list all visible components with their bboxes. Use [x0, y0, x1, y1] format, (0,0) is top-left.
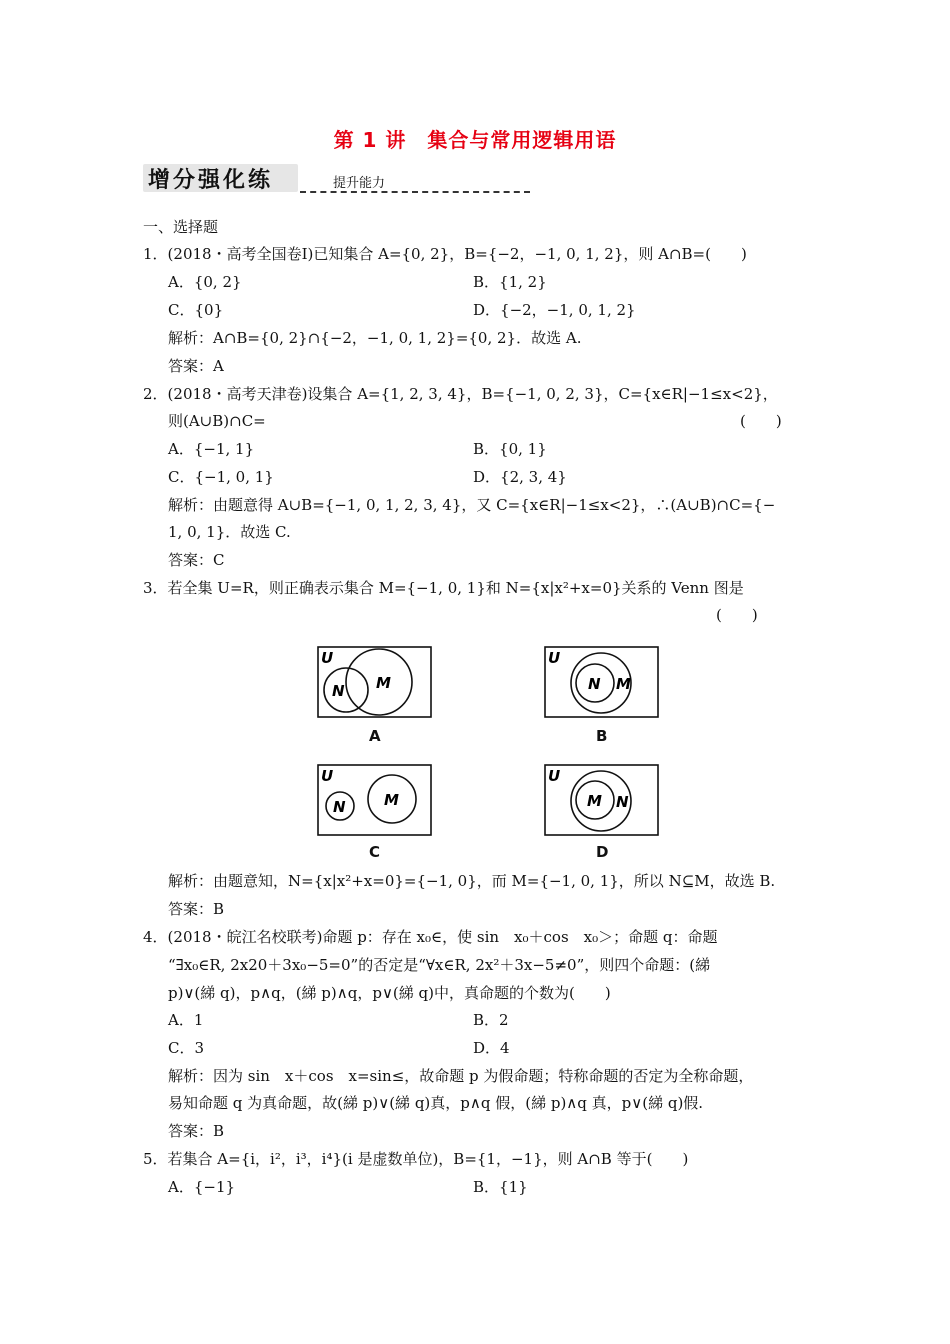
venn-diagram-b — [543, 645, 661, 720]
venn-b-label-n: N — [588, 675, 601, 693]
q2-option-d: D．{2, 3, 4} — [473, 468, 567, 486]
venn-b-label-m: M — [616, 675, 631, 693]
q1-option-b: B．{1, 2} — [473, 273, 547, 291]
venn-a-caption: A — [369, 727, 381, 745]
q3-answer: 答案：B — [168, 900, 225, 918]
banner-divider — [300, 191, 530, 193]
q2-analysis-line1: 解析：由题意得 A∪B={−1, 0, 1, 2, 3, 4}，又 C={x∈R|−1≤x<2}，∴(A∪B)∩C={− — [168, 496, 776, 514]
venn-d-label-m: M — [587, 792, 602, 810]
venn-b-universe-rect — [545, 647, 658, 717]
q2-answer-paren: ( ) — [740, 412, 782, 430]
q5-option-b: B．{1} — [473, 1178, 528, 1196]
q4-option-c: C．3 — [168, 1039, 205, 1057]
page-title: 第 1 讲 集合与常用逻辑用语 — [333, 128, 617, 152]
q4-analysis-line1: 解析：因为 sin x＋cos x=sin≤，故命题 p 为假命题；特称命题的否定为全称命题， — [168, 1067, 754, 1085]
q5-stem: 5．若集合 A={i，i²，i³，i⁴}(i 是虚数单位)，B={1，−1}，则 A∩B 等于( ) — [143, 1150, 689, 1168]
venn-a-label-m: M — [376, 674, 391, 692]
q2-answer: 答案：C — [168, 551, 225, 569]
venn-diagram-d — [543, 763, 661, 838]
venn-c-label-n: N — [333, 798, 346, 816]
q4-stem-line3: p)∨(綈 q)，p∧q，(綈 p)∧q，p∨(綈 q)中，真命题的个数为( ) — [168, 984, 611, 1002]
q2-option-c: C．{−1, 0, 1} — [168, 468, 274, 486]
q4-option-a: A．1 — [168, 1011, 204, 1029]
q2-option-a: A．{−1, 1} — [168, 440, 255, 458]
venn-b-label-u: U — [548, 649, 561, 667]
q2-stem-line1: 2．(2018・高考天津卷)设集合 A={1, 2, 3, 4}，B={−1, 0, 2, 3}，C={x∈R|−1≤x<2}， — [143, 385, 778, 403]
q2-option-b: B．{0, 1} — [473, 440, 547, 458]
venn-c-label-u: U — [321, 767, 334, 785]
banner-label: 增分强化练 — [148, 168, 274, 193]
venn-c-caption: C — [369, 843, 381, 861]
q4-option-b: B．2 — [473, 1011, 509, 1029]
venn-d-caption: D — [596, 843, 609, 861]
q4-stem-line1: 4．(2018・皖江名校联考)命题 p：存在 x₀∈，使 sin x₀＋cos x₀＞；命题 q：命题 — [143, 928, 718, 946]
q3-stem: 3．若全集 U=R，则正确表示集合 M={−1, 0, 1}和 N={x|x²+x=0}关系的 Venn 图是 — [143, 579, 744, 597]
venn-a-circle-n — [324, 668, 368, 712]
q1-answer: 答案：A — [168, 357, 224, 375]
q1-option-a: A．{0, 2} — [168, 273, 242, 291]
venn-diagram-a — [316, 645, 434, 720]
q1-analysis: 解析：A∩B={0, 2}∩{−2，−1, 0, 1, 2}={0, 2}．故选 A. — [168, 329, 582, 347]
venn-d-label-n: N — [616, 793, 629, 811]
venn-a-label-u: U — [321, 649, 334, 667]
q1-option-c: C．{0} — [168, 301, 224, 319]
banner-sub: 提升能力 — [333, 176, 386, 191]
venn-diagram-c — [316, 763, 434, 838]
q4-stem-line2: “∃x₀∈R, 2x20＋3x₀−5=0”的否定是“∀x∈R, 2x²＋3x−5≠0”，则四个命题：(綈 — [168, 956, 711, 974]
q4-analysis-line2: 易知命题 q 为真命题，故(綈 p)∨(綈 q)真，p∧q 假，(綈 p)∧q 真，p∨(綈 q)假. — [168, 1094, 704, 1112]
q4-option-d: D．4 — [473, 1039, 510, 1057]
q5-option-a: A．{−1} — [168, 1178, 236, 1196]
q3-answer-paren: ( ) — [716, 606, 758, 624]
q2-stem-line2: 则(A∪B)∩C= — [168, 412, 266, 430]
section-heading: 一、选择题 — [143, 218, 219, 236]
venn-b-caption: B — [596, 727, 608, 745]
venn-a-label-n: N — [332, 682, 345, 700]
q4-answer: 答案：B — [168, 1122, 225, 1140]
q1-stem: 1．(2018・高考全国卷Ⅰ)已知集合 A={0, 2}，B={−2，−1, 0, 1, 2}，则 A∩B=( ) — [143, 245, 747, 263]
venn-c-label-m: M — [384, 791, 399, 809]
q3-analysis: 解析：由题意知，N={x|x²+x=0}={−1, 0}，而 M={−1, 0, 1}，所以 N⊆M，故选 B. — [168, 872, 776, 890]
venn-d-label-u: U — [548, 767, 561, 785]
q2-analysis-line2: 1, 0, 1}．故选 C. — [168, 523, 291, 541]
q1-option-d: D．{−2，−1, 0, 1, 2} — [473, 301, 636, 319]
